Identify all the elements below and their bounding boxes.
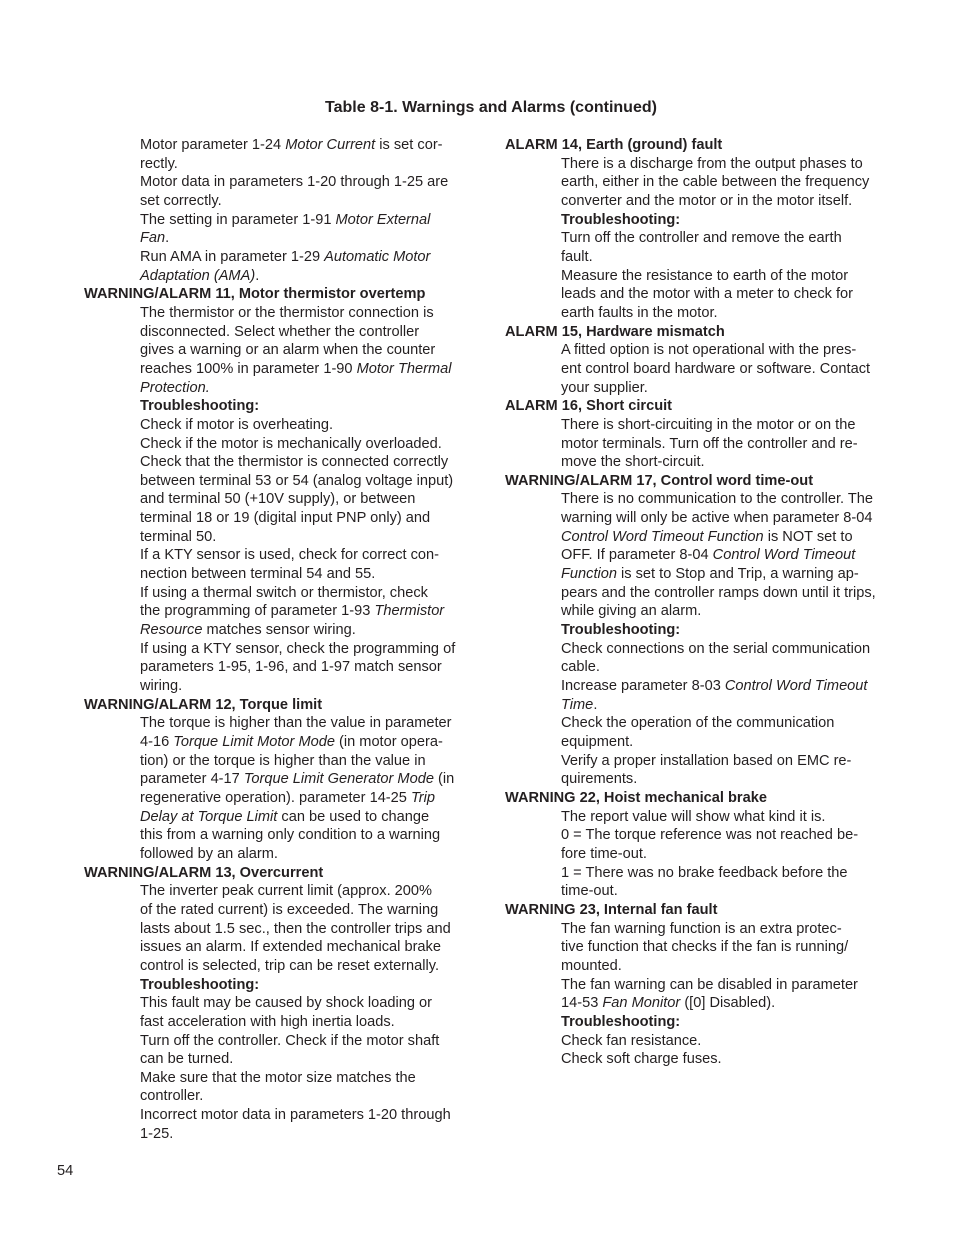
body-text-line [84, 901, 482, 920]
italic-text: Protection. [140, 379, 210, 396]
text-run: Motor parameter 1-24 [140, 137, 286, 153]
body-text-line [84, 192, 482, 211]
body-text-line [84, 882, 482, 901]
body-text-line [505, 696, 903, 715]
body-text-line [84, 826, 482, 845]
text-run: pears and the controller ramps down until it trips, [561, 584, 876, 601]
body-text-line [84, 509, 482, 528]
troubleshooting-heading [84, 976, 482, 995]
text-run: Run AMA in parameter 1-29 [140, 248, 325, 265]
text-run: rectly. [140, 155, 178, 172]
text-run: warning will only be active when parameter 8-04 [561, 510, 873, 527]
body-text-line [84, 155, 482, 174]
troubleshooting-heading [84, 397, 482, 416]
text-run: can be turned. [140, 1051, 234, 1068]
italic-text: Control Word Timeout Function [561, 528, 764, 545]
body-text-line [505, 173, 903, 192]
text-run: 1 = There was no brake feedback before the [561, 864, 848, 881]
body-text-line [505, 379, 903, 398]
text-run: earth, either in the cable between the frequency [561, 174, 870, 191]
text-run: . [593, 696, 598, 713]
body-text-line [505, 267, 903, 286]
body-text-line [84, 1087, 482, 1106]
section-heading [505, 136, 903, 155]
text-run: Increase parameter 8-03 [561, 678, 725, 695]
italic-text: Fan [140, 230, 166, 247]
italic-text: Motor External [335, 211, 431, 228]
body-text-line [505, 808, 903, 827]
italic-text: Adaptation (AMA) [140, 267, 256, 284]
text-run: (in [433, 771, 455, 788]
text-run: The inverter peak current limit (approx. 200% [140, 883, 433, 900]
text-run: ALARM 15, Hardware mismatch [505, 323, 725, 340]
body-text-line [505, 770, 903, 789]
text-run: Check if the motor is mechanically overloaded. [140, 435, 442, 452]
text-run: terminal 50. [140, 528, 217, 545]
italic-text: Thermistor [374, 603, 445, 620]
body-text-line [84, 546, 482, 565]
body-text-line [505, 416, 903, 435]
body-text-line [505, 714, 903, 733]
text-run: tion) or the torque is higher than the value in [140, 752, 426, 769]
body-text-line [505, 826, 903, 845]
body-text-line [505, 1032, 903, 1051]
body-text-line [84, 994, 482, 1013]
body-text-line [84, 1032, 482, 1051]
text-run: Check connections on the serial communication [561, 640, 871, 657]
italic-text: Delay at Torque Limit [140, 808, 278, 825]
text-run: ALARM 16, Short circuit [505, 398, 673, 415]
text-run: Incorrect motor data in parameters 1-20 through [140, 1107, 451, 1124]
text-run: 0 = The torque reference was not reached be- [561, 827, 859, 844]
body-text-line [84, 789, 482, 808]
body-text-line [505, 584, 903, 603]
text-run: 14-53 [561, 995, 603, 1012]
text-run: issues an alarm. If extended mechanical brake [140, 939, 441, 956]
body-text-line [84, 658, 482, 677]
troubleshooting-heading [505, 211, 903, 230]
body-text-line [84, 267, 482, 286]
body-text-line [505, 882, 903, 901]
body-text-line [84, 211, 482, 230]
body-text-line [84, 1106, 482, 1125]
text-run: Troubleshooting: [561, 622, 681, 639]
text-run: The setting in parameter 1-91 [140, 211, 336, 228]
body-text-line [84, 621, 482, 640]
text-run: wiring. [140, 678, 183, 695]
text-run: If using a KTY sensor, check the programming of [140, 640, 456, 657]
text-run: between terminal 53 or 54 (analog voltage input) [140, 472, 454, 489]
text-run: Troubleshooting: [561, 211, 681, 228]
text-run: 1-25. [140, 1125, 174, 1142]
body-text-line [505, 864, 903, 883]
body-text-line [505, 248, 903, 267]
text-run: nection between terminal 54 and 55. [140, 566, 376, 583]
body-text-line [84, 584, 482, 603]
text-run: controller. [140, 1088, 204, 1105]
text-run: time-out. [561, 883, 618, 900]
right-column [505, 136, 903, 1069]
text-run: If using a thermal switch or thermistor, check [140, 584, 428, 601]
body-text-line [84, 640, 482, 659]
italic-text: Control Word Timeout [712, 547, 856, 564]
body-text-line [84, 677, 482, 696]
body-text-line [84, 304, 482, 323]
text-run: is set cor- [375, 137, 443, 153]
text-run: is NOT set to [763, 528, 853, 545]
italic-text: Trip [410, 789, 436, 806]
text-run: terminal 18 or 19 (digital input PNP only) and [140, 510, 431, 527]
italic-text: Motor Thermal [356, 360, 452, 377]
text-run: cable. [561, 659, 600, 676]
body-text-line [505, 658, 903, 677]
text-run: If a KTY sensor is used, check for correct con- [140, 547, 440, 564]
text-run: The thermistor or the thermistor connection is [140, 304, 434, 321]
body-text-line [84, 770, 482, 789]
text-run: The fan warning function is an extra protec- [561, 920, 842, 937]
text-run: this from a warning only condition to a warning [140, 827, 441, 844]
body-text-line [84, 528, 482, 547]
text-run: The torque is higher than the value in parameter [140, 715, 452, 732]
body-text-line [84, 1125, 482, 1144]
text-run: Check that the thermistor is connected correctly [140, 454, 449, 471]
body-text-line [505, 509, 903, 528]
body-text-line [505, 733, 903, 752]
body-text-line [84, 920, 482, 939]
body-text-line [84, 957, 482, 976]
body-text-line [84, 248, 482, 267]
body-text-line [84, 714, 482, 733]
table-title: Table 8-1. Warnings and Alarms (continued) [325, 99, 657, 116]
body-text-line [84, 938, 482, 957]
text-run: converter and the motor or in the motor itself. [561, 192, 853, 209]
italic-text: Time [561, 696, 594, 713]
text-run: Check the operation of the communication [561, 715, 835, 732]
text-run: There is short-circuiting in the motor or on the [561, 416, 856, 433]
text-run: disconnected. Select whether the controller [140, 323, 420, 340]
body-text-line [505, 528, 903, 547]
body-text-line [84, 173, 482, 192]
body-text-line [84, 435, 482, 454]
body-text-line [84, 341, 482, 360]
text-run: WARNING 22, Hoist mechanical brake [505, 789, 767, 806]
text-run: WARNING/ALARM 13, Overcurrent [84, 864, 324, 881]
italic-text: Torque Limit Motor Mode [173, 734, 335, 750]
text-run: OFF. If parameter 8-04 [561, 547, 713, 564]
text-run: ([0] Disabled). [680, 995, 776, 1012]
text-run: parameters 1-95, 1-96, and 1-97 match sensor [140, 659, 442, 676]
text-run: 4-16 [140, 734, 174, 750]
body-text-line [84, 229, 482, 248]
body-text-line [84, 472, 482, 491]
body-text-line [505, 155, 903, 174]
italic-text: Motor Current [285, 137, 376, 153]
text-run: reaches 100% in parameter 1-90 [140, 360, 357, 377]
body-text-line [84, 565, 482, 584]
text-run: regenerative operation). parameter 14-25 [140, 789, 411, 806]
text-run: gives a warning or an alarm when the counter [140, 342, 436, 359]
text-run: lasts about 1.5 sec., then the controller trips and [140, 920, 451, 937]
section-heading [505, 323, 903, 342]
text-run: Check soft charge fuses. [561, 1051, 722, 1068]
text-run: motor terminals. Turn off the controller and re- [561, 435, 858, 452]
text-run: of the rated current) is exceeded. The warning [140, 901, 439, 918]
body-text-line [84, 136, 482, 155]
text-run: earth faults in the motor. [561, 304, 718, 321]
text-run: Motor data in parameters 1-20 through 1-25 are [140, 174, 449, 191]
text-run: parameter 4-17 [140, 771, 244, 788]
section-heading [505, 472, 903, 491]
body-text-line [84, 602, 482, 621]
left-column [84, 136, 482, 1143]
body-text-line [505, 546, 903, 565]
text-run: the programming of parameter 1-93 [140, 603, 375, 620]
body-text-line [84, 733, 482, 752]
text-run: The fan warning can be disabled in parameter [561, 976, 858, 993]
text-run: tive function that checks if the fan is running/ [561, 939, 849, 956]
body-text-line [505, 752, 903, 771]
text-run: A fitted option is not operational with the pres- [561, 342, 857, 359]
body-text-line [84, 1013, 482, 1032]
text-run: while giving an alarm. [561, 603, 702, 620]
body-text-line [505, 1050, 903, 1069]
text-run: fast acceleration with high inertia loads. [140, 1013, 395, 1030]
text-run: WARNING/ALARM 17, Control word time-out [505, 472, 814, 489]
body-text-line [505, 677, 903, 696]
italic-text: Control Word Timeout [724, 678, 868, 695]
troubleshooting-heading [505, 1013, 903, 1032]
body-text-line [505, 453, 903, 472]
section-heading [505, 901, 903, 920]
text-run: set correctly. [140, 192, 222, 209]
body-text-line [84, 845, 482, 864]
section-heading [84, 864, 482, 883]
body-text-line [505, 435, 903, 454]
text-run: quirements. [561, 771, 638, 788]
body-text-line [505, 229, 903, 248]
body-text-line [505, 920, 903, 939]
section-heading [505, 397, 903, 416]
text-run: The report value will show what kind it is. [561, 808, 826, 825]
body-text-line [505, 490, 903, 509]
text-run: There is no communication to the controller. The [561, 491, 874, 508]
text-run: WARNING/ALARM 12, Torque limit [84, 696, 323, 713]
text-run: is set to Stop and Trip, a warning ap- [616, 566, 859, 583]
troubleshooting-heading [505, 621, 903, 640]
body-text-line [505, 304, 903, 323]
text-run: WARNING 23, Internal fan fault [505, 901, 718, 918]
text-run: equipment. [561, 734, 634, 750]
body-text-line [84, 453, 482, 472]
text-run: ALARM 14, Earth (ground) fault [505, 137, 723, 153]
body-text-line [505, 565, 903, 584]
text-run: followed by an alarm. [140, 845, 278, 862]
text-run: Troubleshooting: [140, 398, 260, 415]
text-run: Check fan resistance. [561, 1032, 702, 1049]
italic-text: Torque Limit Generator Mode [243, 771, 434, 788]
text-run: (in motor opera- [334, 734, 443, 750]
text-run: control is selected, trip can be reset externally. [140, 957, 440, 974]
body-text-line [84, 323, 482, 342]
body-text-line [505, 341, 903, 360]
body-text-line [84, 379, 482, 398]
text-run: Measure the resistance to earth of the motor [561, 267, 849, 284]
section-heading [84, 696, 482, 715]
body-text-line [84, 416, 482, 435]
text-run: leads and the motor with a meter to check for [561, 286, 854, 303]
text-run: This fault may be caused by shock loading or [140, 995, 433, 1012]
body-text-line [84, 1050, 482, 1069]
page-number: 54 [57, 1163, 74, 1179]
text-run: WARNING/ALARM 11, Motor thermistor overtemp [84, 286, 426, 303]
body-text-line [84, 360, 482, 379]
text-run: fault. [561, 248, 593, 265]
body-text-line [505, 957, 903, 976]
section-heading [505, 789, 903, 808]
text-run: and terminal 50 (+10V supply), or between [140, 491, 416, 508]
text-run: matches sensor wiring. [202, 622, 356, 639]
text-run: Troubleshooting: [561, 1013, 681, 1030]
section-heading [84, 285, 482, 304]
text-run: Check if motor is overheating. [140, 416, 334, 433]
body-text-line [505, 994, 903, 1013]
body-text-line [505, 976, 903, 995]
body-text-line [505, 602, 903, 621]
text-run: ent control board hardware or software. Contact [561, 360, 871, 377]
text-run: your supplier. [561, 379, 648, 396]
body-text-line [505, 192, 903, 211]
text-run: mounted. [561, 957, 622, 974]
text-run: . [255, 267, 260, 284]
text-run: . [165, 230, 170, 247]
text-run: There is a discharge from the output phases to [561, 155, 863, 172]
text-run: Turn off the controller and remove the earth [561, 230, 842, 247]
body-text-line [505, 360, 903, 379]
body-text-line [84, 490, 482, 509]
body-text-line [505, 845, 903, 864]
body-text-line [84, 752, 482, 771]
text-run: fore time-out. [561, 845, 647, 862]
text-run: move the short-circuit. [561, 454, 705, 471]
italic-text: Function [561, 566, 617, 583]
body-text-line [84, 808, 482, 827]
italic-text: Fan Monitor [602, 995, 681, 1012]
body-text-line [505, 640, 903, 659]
text-run: Turn off the controller. Check if the motor shaft [140, 1032, 440, 1049]
italic-text: Automatic Motor [324, 248, 431, 265]
body-text-line [505, 285, 903, 304]
text-run: Troubleshooting: [140, 976, 260, 993]
body-text-line [505, 938, 903, 957]
text-run: Make sure that the motor size matches the [140, 1069, 416, 1086]
body-text-line [84, 1069, 482, 1088]
text-run: Verify a proper installation based on EMC re- [561, 752, 852, 769]
italic-text: Resource [140, 622, 203, 639]
text-run: can be used to change [277, 808, 430, 825]
